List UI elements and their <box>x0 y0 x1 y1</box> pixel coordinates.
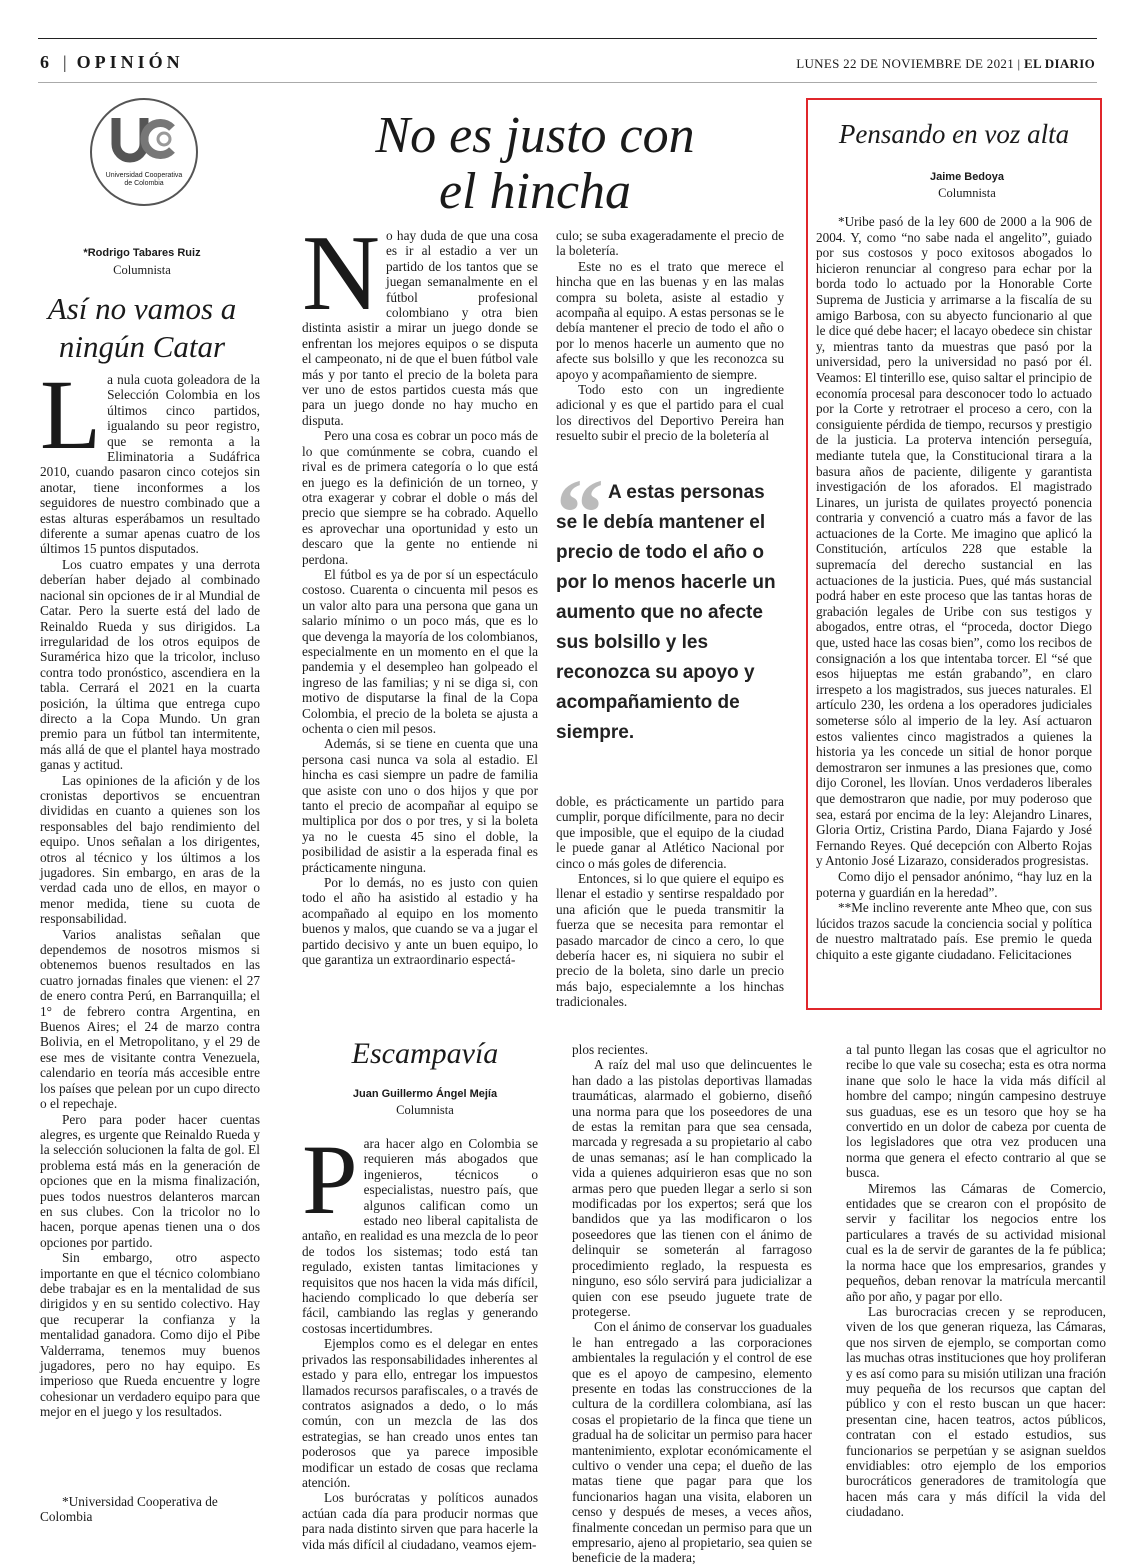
footnote-text: *Universidad Cooperativa de Colombia <box>40 1494 218 1525</box>
logo-caption-line1: Universidad Cooperativa <box>105 172 183 179</box>
left-dropcap: L <box>40 359 102 470</box>
bottom-article-col3 <box>846 1042 1106 1520</box>
main-title-line2: el hincha <box>438 163 632 220</box>
main-article-col2-top <box>556 228 784 444</box>
paragraph: a tal punto llegan las cosas que el agricultor no recibe lo que vale su cosecha; esta es otra norma inane que solo le hace la vida más difícil al hombre del campo; ningún campesino destruye sus guaduas, ese es un tesoro que hoy se ha convertido en un dolor de cabeza por cuenta de los legisladores que otra vez producen una norma que genera el efecto contrario al que se busca. <box>846 1042 1106 1181</box>
paragraph: El fútbol es ya de por sí un espectáculo costoso. Cuarenta o cincuenta mil pesos es un valor alto para una persona que gana un salario mínimo o un poco más, que es lo que devenga la mayoría de los colombianos, especialmente en un momento en el que la pandemia y el desempleo han golpeado el ingreso de las familias; y ni se diga si, con motivo de disputarse la final de la Copa Colombia, el precio de la boleta se ajusta a ochenta o cien mil pesos. <box>302 566 538 736</box>
paragraph: A raíz del mal uso que delincuentes le han dado a las pistolas deportivas llamadas traumáticas, alarmado el gobierno, diseñó una norma para que los poseedores de una de estas la remitan para que sea censada, marcada y regresada a su propietario al cabo de unas semanas; así le han complicado la vida a quienes adquirieron esas que no son armas pero que pueden llegar a serlo si son modificadas por los expertos; será que los bandidos que ya las modificaron o los poseedores que las tienen con el ánimo de delinquir se someterán al farragoso procedimiento reglado, la respuesta es ninguno, eso sólo servirá para judicializar a quien con ese pseudo juguete trate de protegerse. <box>572 1057 812 1319</box>
paragraph: Este no es el trato que merece el hincha que en las buenas y en las malas compra su boleta, asiste al estadio y acompaña al equipo. A estas personas se le debía mantener el precio de todo el año o por lo menos hacerle un aumento que no afecte sus bolsillo y que les reconozca su apoyo y acompañamiento de siempre. <box>556 258 784 382</box>
paragraph: *Uribe pasó de la ley 600 de 2000 a la 906 de 2004. Y, como “no sabe nada el angelito”, guiado por sus costosos y poco exitosos abogados lo hicieron renunciar al congreso para echar por la borda todo lo actuado por la Honorable Corte Suprema de Justicia y arrimarse a la fiscalía de su amigo Barbosa, con su abyecto funcionario al que le dice qué debe hacer; el lacayo obedece sin chistar y, mientras tanto da muestras que pasó por la universidad, pero la universidad no pasó por él. Veamos: El tinterillo ese, quiso saltar el principio de economía procesal para desconocer todo lo actuado por la Corte y retrotraer el proceso a cero, con la consiguiente pérdida de tiempo, recursos y prestigio de la justicia. La proterva intención perseguía, mediante tutela que, la Constitucional tirara a la basura años de paciente, diligente y garantista investigación de los aforados. El magistrado Linares, un jurista de quilates proyectó ponencia contraria y convenció a cuatro más a favor de las actuaciones de la Corte. Me imagino que aplicó la Constitución, artículos 228 que estable la supremacía del derecho sustancial en las actuaciones de la justicia. Pues, qué más sustancial podrá haber en este proceso que las tantas horas de grabación legales de Uribe con sus testigos y abogados, entre otras, el “proceda, doctor Diego que, usted hace las cosas bien”, como los recibos de consignación a los que intentaba torcer. El “sé que esos hijueptas me están grabando”, en claro irrespeto a los magistrados, sus jueces naturales. El artículo 230, les ordena a los operadores judiciales someterse sólo al imperio de la ley. Así actuaron estos valientes cinco magistrados a quienes la historia ya les concede un sitial de honor porque demostraron ser inmunes a las presiones que, como dijo Coronel, les llovían. Unos verdaderos liberales que demostraron que nadie, por muy poderoso que sea, estará por encima de la ley: Alejandro Linares, Gloria Ortiz, Cristina Pardo, Diana Fajardo y José Fernando Reyes. Qué decepción con Alberto Rojas y Antonio José Lizarazo, considerados progresistas. <box>816 214 1092 869</box>
main-article-col2-bottom <box>556 794 784 1010</box>
left-article-footnote <box>40 1494 240 1525</box>
paragraph: a nula cuota goleadora de la Selección Colombia en los últimos cinco partidos, igualando su peor registro, que se remonta a la Eliminatoria a Sudáfrica 2010, cuando pasaron cinco cotejos sin anotar, tiene inconformes a los seguidores de nuestro combinado que a estas alturas esperábamos un resultado diferente a sumar apenas cuatro de los últimos 15 puntos disputados. <box>40 372 260 557</box>
header-top-rule <box>38 38 1097 39</box>
left-title-line2: ningún Catar <box>58 329 226 364</box>
paragraph: Los cuatro empates y una derrota deberían haber dejado al combinado nacional sin opciones de ir al Mundial de Catar. Pero la suerte está del lado de Reinaldo Rueda y sus dirigidos. La irregularidad de los otros equipos de Suramérica hizo que la tricolor, incluso contra todo pronóstico, ascendiera en la tabla. Cerrará el 2021 en la cuarta posición, la última que entrega cupo directo a la Copa Mundo. Un gran premio para un fútbol tan intermitente, más allá de que el plantel haya mostrado ganas y actitud. <box>40 556 260 773</box>
left-title-line1: Así no vamos a <box>47 291 237 326</box>
logo-caption-line2: de Colombia <box>124 180 164 187</box>
quote-mark-icon: “ <box>556 459 604 566</box>
header-dateline: LUNES 22 DE NOVIEMBRE DE 2021 | EL DIARIO <box>796 56 1095 71</box>
bottom-article-title: Escampavía <box>351 1037 499 1070</box>
paragraph: Miremos las Cámaras de Comercio, entidades que se crearon con el propósito de servir y facilitar los negocios entre los particulares a través de su actividad misional cual es la de servir de garantes de la fe pública; la norma hace que los empresarios, grandes y pequeños, deban renovar la matrícula mercantil año por año, y pagar por ello. <box>846 1180 1106 1304</box>
header-separator: | <box>63 52 67 72</box>
paragraph: Por lo demás, no es justo con quien todo el año ha asistido al estadio y ha acompañado al equipo en los momento buenos y malos, que cuando se va a jugar el partido decisivo y ante un buen equipo, lo que garantiza un extraordinario espectá- <box>302 875 538 968</box>
main-dropcap: N <box>302 214 380 333</box>
paragraph: Los burócratas y políticos aunados actúan cada día para producir normas que para nada distinto sirven que para hacerle la vida más difícil al ciudadano, veamos ejem- <box>302 1490 538 1552</box>
issue-date: LUNES 22 DE NOVIEMBRE DE 2021 <box>796 56 1014 71</box>
bottom-article-col2 <box>572 1042 812 1566</box>
right-article-title: Pensando en voz alta <box>838 119 1070 149</box>
paragraph: Todo esto con un ingrediente adicional y es que el partido para el cual los directivos del Deportivo Pereira han resuelto subir el precio de la boletería al <box>556 382 784 444</box>
left-article-title <box>40 290 244 366</box>
newspaper-name: EL DIARIO <box>1024 56 1095 71</box>
paragraph: Varios analistas señalan que dependemos de nosotros mismos si obtenemos buenos resultados en las cuatro jornadas finales que vienen: el 27 de enero contra Perú, en Barranquilla; el 1° de febrero contra Argentina, en Buenos Aires; el 24 de marzo contra Bolivia, en el Metropolitano, y el 29 de ese mes de visitante contra Venezuela, calendario en teoría más accesible entre los países que pelean por un cupo directo o el repechaje. <box>40 926 260 1112</box>
university-logo <box>90 98 198 206</box>
paragraph: ara hacer algo en Colombia se requieren más abogados que ingenieros, técnicos o especialistas, nuestro país, que algunos califican como un estado neo liberal capitalista de antaño, en realidad es una mezcla de lo peor de todos los sistemas; todo está tan regulado, existen tantas limitaciones y requisitos que nos hacen la vida más difícil, haciendo complicado lo que debería ser fácil, cambiando las reglas y generando costosas incertidumbres. <box>302 1136 538 1336</box>
main-title-line1: No es justo con <box>375 107 695 164</box>
paragraph: Las burocracias crecen y se reproducen, viven de los que generan riqueza, las Cámaras, que nos sirven de ejemplo, se comportan como las muchas otras instituciones que hoy proliferan y es así como para su misión utilizan una fración muy pequeña de los recursos que captan del público y con el resto buscan un que hacer: presentan cine, hacen teatros, actos públicos, contratan con el estado estudios, sus funcionarios se perpetúan y se asignan sueldos envidiables: otro ejemplo de los emporios burocráticos generadores de tramitología que hacen más cara y más difícil la vida del ciudadano. <box>846 1303 1106 1520</box>
paragraph: Con el ánimo de conservar los guaduales le han entregado a las corporaciones ambientales la regulación y el control de ese que es el apoyo de campesino, elemento presente en todas las construcciones de la cultura de la cordillera colombiana, así las cosas el propietario de la finca que tiene un gradual ha de solicitar un permiso para hacer mantenimiento, explotar económicamente el cultivo o vender una cepa; el dueño de las matas tiene que pagar para que los funcionarios hagan una visita, elaboren un censo y después de meses, a veces años, finalmente concedan un permiso para que un empresario, ajeno al propietario, sea quien se beneficie de la madera; <box>572 1319 812 1566</box>
paragraph: o hay duda de que una cosa es ir al estadio a ver un partido de los tantos que se juegan semanalmente en el fútbol profesional colombiano y otra bien distinta asistir a mirar un juego donde se enfrentan los mejores equipos o se disputa el campeonato, ni de que el buen fútbol vale más y por tanto el precio de la boleta para ver uno de estos partidos cuesta más que para un juego donde no hay mucho en disputa. <box>302 228 538 428</box>
uc-logo-mark-icon <box>108 114 180 164</box>
bottom-article-role: Columnista <box>396 1103 454 1117</box>
right-article-body <box>816 214 1092 963</box>
pull-quote <box>556 459 788 748</box>
bottom-article-author: Juan Guillermo Ángel Mejía <box>352 1088 498 1100</box>
paragraph: Como dijo el pensador anónimo, “hay luz en la poterna y guardián en la heredad”. <box>816 868 1092 900</box>
left-article-role: Columnista <box>113 263 171 277</box>
paragraph: Ejemplos como es el delegar en entes privados las responsabilidades inherentes al estado y para ello, entregar los impuestos llamados recursos parafiscales, o a través de contratos asignados a dedo, o lo más común, con un mezcla de las dos estrategias, se han creado unos entes tan poderosos que ya parece imposible modificar un estado de cosas que reclama atención. <box>302 1336 538 1490</box>
paragraph: doble, es prácticamente un partido para cumplir, porque difícilmente, para no decir que imposible, que el equipo de la ciudad le puede ganar al Atlético Nacional por cinco o más goles de diferencia. <box>556 794 785 871</box>
paragraph: Pero una cosa es cobrar un poco más de lo que comúnmente se cobra, cuando el rival es de primera categoría o lo que está en juego es la definición de un torneo, y otra exagerar y cobrar el doble o más del precio que siempre se ha cobrado. Aquello es aprovechar una oportunidad y esto un descaro que la gente no entiende ni perdona. <box>302 428 538 567</box>
left-article-author: *Rodrigo Tabares Ruiz <box>83 247 201 259</box>
main-article-col1 <box>302 214 538 968</box>
section-name: OPINIÓN <box>76 52 184 72</box>
bottom-dropcap: P <box>302 1124 358 1235</box>
paragraph: Pero para poder hacer cuentas alegres, es urgente que Reinaldo Rueda y la selección solucionen la falta de gol. El problema está más en la generación de opciones que en la misma finalización, pues todos nuestros delanteros marcan en sus clubes. Con la tricolor no lo hacen, porque apenas tienen una o dos opciones por partido. <box>40 1111 260 1250</box>
page-number: 6 <box>40 52 53 72</box>
paragraph: plos recientes. <box>572 1042 649 1057</box>
page-section-label <box>40 52 184 73</box>
paragraph: Entonces, si lo que quiere el equipo es llenar el estadio y sentirse respaldado por una afición que le pueda transmitir la fuerza que se necesita para remontar el pasado marcador de cinco a cero, lo que debería hacer es, ni siquiera no subir el precio de la boleta, sino darle un precio más bajo, especialemnte a los hinchas tradicionales. <box>556 871 784 1010</box>
left-article-body <box>40 359 260 1420</box>
main-article-title <box>300 108 770 220</box>
right-article-role: Columnista <box>938 186 996 200</box>
bottom-article-col1 <box>302 1124 538 1552</box>
paragraph: culo; se suba exageradamente el precio de la boletería. <box>556 228 784 259</box>
paragraph: Además, si se tiene en cuenta que una persona casi nunca va sola al estadio. El hincha es casi siempre un padre de familia que asiste con uno o dos hijos y que por tanto el precio de acompañar al equipo se multiplica por dos o por tres, y si la boleta ya no le cuesta 45 sino el doble, la posibilidad de asistir a la esperada final es prácticamente ninguna. <box>302 736 538 875</box>
paragraph: Las opiniones de la afición y de los cronistas deportivos se encuentran divididas en cuanto a quienes son los responsables del bajo rendimiento del equipo. Unos señalan a los dirigentes, otros al técnico y los últimos a los jugadores. Sin embargo, en aras de la verdad cada uno de ellos, en mayor o menor medida, tiene su cuota de responsabilidad. <box>40 772 260 927</box>
header-bottom-rule <box>38 82 1097 83</box>
right-article-author: Jaime Bedoya <box>930 171 1004 183</box>
paragraph: **Me inclino reverente ante Mheo que, con sus lúcidos trazos sacude la conciencia social y política de nuestro maltratado país. Ese premio le queda chiquito a este gigante ciudadano. Felicitaciones <box>816 900 1092 962</box>
pull-quote-body: A estas personas se le debía mantener el precio de todo el año o por lo menos hacerle un aumento que no afecte sus bolsillo y les reconozca su apoyo y acompañamiento de siempre. <box>556 482 776 743</box>
logo-caption <box>92 172 196 188</box>
paragraph: Sin embargo, otro aspecto importante en que el técnico colombiano debe trabajar es en la mentalidad de sus dirigidos y en su sentido colectivo. Hay que recuperar la confianza y la mentalidad ganadora. Como dijo el Pibe Valderrama, tenemos muy buenos jugadores, pero no hay equipo. Es imperioso que Rueda encuentre y logre cohesionar un verdadero equipo para que mejor en el juego y los resultados. <box>40 1250 260 1420</box>
